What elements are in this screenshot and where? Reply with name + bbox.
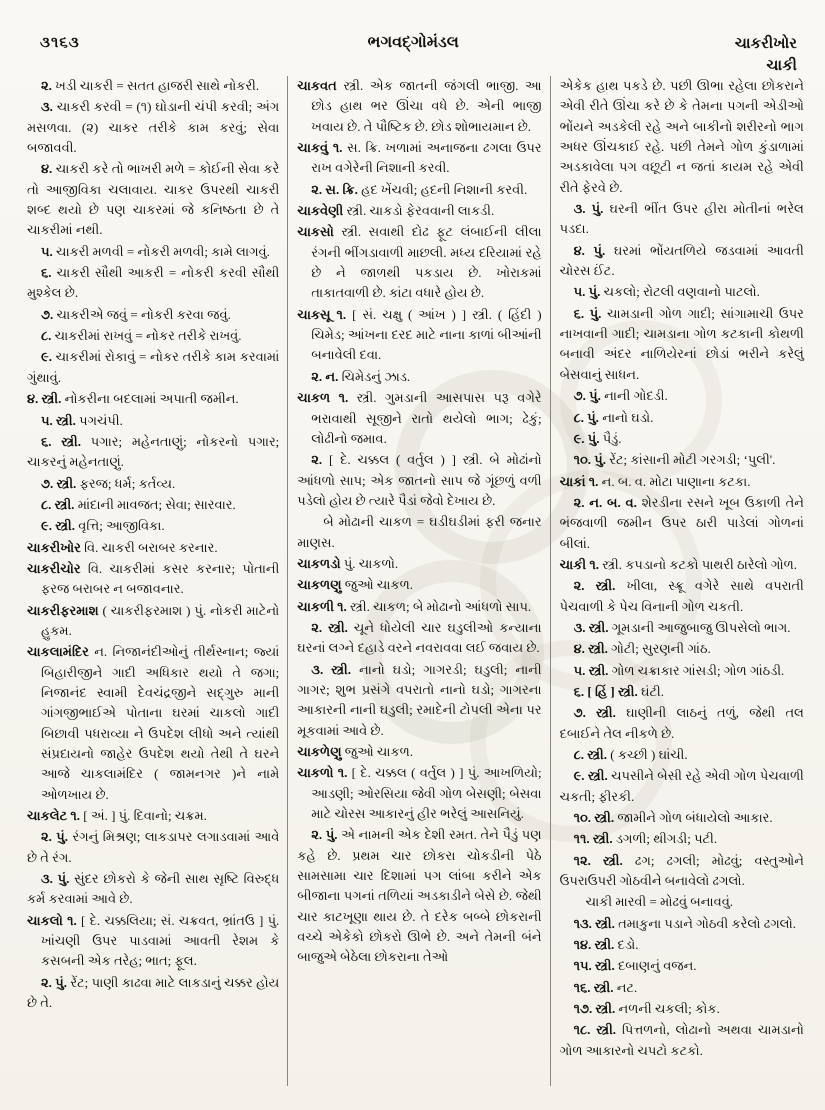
dictionary-paragraph: ૧૭. સ્ત્રી. નળની ચકલી; કોક. <box>573 1001 720 1017</box>
dictionary-paragraph: ૬. પું. ચામડાની ગોળ ગાદી; સાંગામાચી ઉપર નાખવાની ગાદી; ચામડાના ગોળ કટકાની કોથળી બનાવી અંદર નાળિયેરનાં છોડાં ભરીને કરેલું બેસવાનું સાધન. <box>559 305 804 382</box>
entry-headword: ચાકળ ૧. <box>297 390 357 406</box>
entry-headword: ૬. સ્ત્રી. <box>41 433 91 449</box>
dictionary-paragraph: ચાકરીફરમાશ ( ચાકરીફરમાશ ) પું. નોકરી માટેનો હુકમ. <box>27 602 280 638</box>
entry-headword: ૨. <box>41 78 56 93</box>
dictionary-paragraph: બે મોઢાની ચાકળ = ઘડીઘડીમાં ફરી જનાર માણસ. <box>297 514 542 550</box>
dictionary-paragraph: ૧૧. સ્ત્રી. ડગળી; થીગડી; પટી. <box>573 831 718 847</box>
dictionary-paragraph: ૮. સ્ત્રી. માંદાની માવજત; સેવા; સારવાર. <box>41 496 236 512</box>
dictionary-paragraph: ૧૬. સ્ત્રી. નટ. <box>573 979 638 995</box>
dictionary-paragraph: ચાકવત સ્ત્રી. એક જાતની જંગલી ભાજી. આ છોડ હાથ ભર ઊંચા વધે છે. એની ભાજી ખવાય છે. તે પૌષ્ટિક છે. છોડ શોભાયમાન છે. <box>297 78 542 134</box>
dictionary-paragraph: ૩. ચાકરી કરવી = (૧) ઘોડાની ચંપી કરવી; અંગ મસળવા. (૨) ચાકર તરીકે કામ કરવું; સેવા બજાવવી. <box>27 99 280 156</box>
entry-headword: ચાકરીચોર <box>27 560 88 576</box>
dictionary-paragraph: ૧૫. સ્ત્રી. દબાણનું વજન. <box>573 958 697 974</box>
entry-headword: ૨. સ. ક્રિ. <box>311 181 362 197</box>
entry-headword: ચાકળડો <box>297 555 344 571</box>
guide-word-bottom: ચાકી <box>766 57 797 74</box>
dictionary-paragraph: ચાકલેટ ૧. [ અં. ] પું. દિવાનો; ચક્રમ. <box>27 808 207 824</box>
entry-headword: ચાકળણુ <box>297 577 345 593</box>
dictionary-paragraph: ૫. ચાકરી મળવી = નોકરી મળવી; કામે લાગવું. <box>41 243 270 259</box>
entry-headword: ચાકલેટ ૧. <box>27 808 84 824</box>
dictionary-paragraph: ૭. ચાકરીએ જવું = નોકરી કરવા જવું. <box>41 306 231 322</box>
entry-headword: ૨. ન. બ. વ. <box>573 494 642 510</box>
entry-headword: ૩. સ્ત્રી. <box>311 661 359 677</box>
dictionary-paragraph: ચાકળી ૧. સ્ત્રી. ચાકળ; બે મોઢાનો આંધળો સાપ. <box>297 598 532 614</box>
dictionary-paragraph: ચાકસૂ ૧. [ સં. ચક્ષુ ( આંખ ) ] સ્ત્રી. ( હિંદી ) ચિમેડ; આંખના દરદ માટે નાના કાળાં બીઆંની બનાવેલી દવા. <box>297 306 542 363</box>
entry-headword: ૨. સ્ત્રી. <box>311 619 354 635</box>
entry-headword: ૪. <box>41 161 56 177</box>
dictionary-paragraph: ૨. ખડી ચાકરી = સતત હાજરી સાથે નોકરી. <box>41 78 260 93</box>
entry-headword: ૭. સ્ત્રી. <box>573 705 627 721</box>
entry-headword: ૨. સ્ત્રી. <box>573 578 627 594</box>
entry-headword: ૪. સ્ત્રી. <box>573 641 612 657</box>
entry-headword: ૯. <box>41 349 56 365</box>
entry-headword: ૮. સ્ત્રી. <box>573 747 611 762</box>
entry-headword: ૮. સ્ત્રી. <box>41 496 78 512</box>
dictionary-paragraph: એકેક હાથ પકડે છે. પછી ઊભા રહેલા છોકરાને એવી રીતે ઊંચા કરે છે કે તેમના પગની એડીઓ ભોંયને અડકેલી રહે અને બાકીનો શરીરનો ભાગ અધર ઊંચકાઈ રહે. પછી તેમને ગોળ કુંડાળામાં અડકાવેલા પગ વછૂટી ન જતાં કાયમ રહે એવી રીતે ફેરવે છે. <box>559 78 804 195</box>
dictionary-paragraph: ૨. પું. રેંટ; પાણી કાઢવા માટે લાકડાનું ચક્કર હોય છે તે. <box>27 974 280 1011</box>
dictionary-paragraph: ૪. પું. ઘરમાં ભોંયતળિયે જડવામાં આવતી ચોરસ ઈંટ. <box>559 242 804 279</box>
entry-headword: ૨. પું. <box>41 974 71 990</box>
dictionary-paragraph: ચાકળણુ જુઓ ચાકળ. <box>297 577 414 593</box>
dictionary-paragraph: ૨. સ્ત્રી. ખીલા, સ્ક્રૂ વગેરે સાથે વપરાતી પેચવાળી કે પેચ વિનાની ગોળ ચકતી. <box>559 578 804 614</box>
book-title: ભગવદ્ગોમંડલ <box>367 34 459 51</box>
entry-headword: ૩. પું. <box>573 201 610 217</box>
dictionary-paragraph: ૨. ન. બ. વ. શેરડીના રસને ખૂબ ઉકાળી તેને ભંજવાળી જમીન ઉપર ઠારી પાડેલાં ગોળનાં બીલાં. <box>559 494 804 551</box>
entry-headword: ૯. પું. <box>573 430 603 446</box>
dictionary-paragraph: ૯. સ્ત્રી. વૃત્તિ; આજીવિકા. <box>41 518 165 534</box>
entry-headword: ૧૭. સ્ત્રી. <box>573 1001 619 1017</box>
entry-headword: ચાકસૂ ૧. <box>297 306 353 322</box>
dictionary-paragraph: ચાકસો સ્ત્રી. સવાથી દોઢ ફૂટ લંબાઈની લીલા રંગની ભીંગડાવાળી માછલી. મધ્ય દરિયામાં રહે છે ને જાળથી પકડાય છે. ખોરાકમાં તાકાતવાળી છે. કાંટા વધારે હોય છે. <box>297 224 542 301</box>
dictionary-paragraph: ૩. સ્ત્રી. ગૂમડાની આજુબાજુ ઊપસેલો ભાગ. <box>573 619 791 635</box>
entry-headword: ૧૧. સ્ત્રી. <box>573 831 616 847</box>
entry-headword: ૭. સ્ત્રી. <box>41 475 80 491</box>
entry-headword: ચાકવું ૧. <box>297 140 348 156</box>
entry-headword: ચાકળેણુ <box>297 744 345 759</box>
entry-headword: ૬. [ હિં ] સ્ત્રી. <box>573 683 641 699</box>
page-number: ૩૧૬૩ <box>40 35 80 51</box>
dictionary-paragraph: ચાકરીચોર વિ. ચાકરીમાં કસર કરનાર; પોતાની ફરજ બરાબર ન બજાવનાર. <box>27 560 280 597</box>
dictionary-columns <box>25 76 812 1086</box>
entry-headword: ૨. <box>311 452 329 468</box>
entry-headword: ૩. <box>41 99 57 115</box>
dictionary-paragraph: ૫. સ્ત્રી. પગચંપી. <box>41 412 123 428</box>
entry-headword: ચાકાં ૧. <box>559 473 602 489</box>
column-2 <box>287 76 549 1086</box>
dictionary-paragraph: ૪. સ્ત્રી. નોકરીના બદલામાં અપાતી જમીન. <box>27 391 239 407</box>
entry-headword: ૧૫. સ્ત્રી. <box>573 958 619 974</box>
dictionary-paragraph: ૫. સ્ત્રી. ગોળ ચક્રાકાર ગાંસડી; ગોળ ગાંઠડી. <box>573 662 785 678</box>
dictionary-paragraph: ચાકળો ૧. [ દે. ચક્કલ ( વર્તુલ ) ] પું. આખળિયો; આડણી; ઓરસિયા જેવી ગોળ બેસણી; બેસવા માટે ચોરસ આકારનું હીર ભરેલું આસનિયું. <box>297 765 542 822</box>
column-3 <box>550 76 812 1086</box>
dictionary-paragraph: ૮. ચાકરીમાં રાખવું = નોકર તરીકે રાખવું. <box>41 328 242 344</box>
entry-headword: ૧૦. પું. <box>573 452 610 468</box>
entry-headword: ચાકળો ૧. <box>297 765 352 781</box>
dictionary-paragraph: ૩. સ્ત્રી. નાનો ઘડો; ગાગરડી; ઘડુલી; નાની ગાગર; શુભ પ્રસંગે વપરાતો નાનો ઘડો; ગાગરના આકારની નાની ઘડુલી; રમાદેની ટોપલી એના પર મૂકવામાં આવે છે. <box>297 661 542 738</box>
entry-headword: ૧૩. સ્ત્રી. <box>573 915 619 931</box>
dictionary-paragraph: ૯. સ્ત્રી. ચપસીને બેસી રહે એવી ગોળ પેચવાળી ચકતી; ફીરકી. <box>559 768 804 804</box>
dictionary-paragraph: ૬. [ હિં ] સ્ત્રી. ઘંટી. <box>573 683 665 699</box>
dictionary-paragraph: ચાકી ૧. સ્ત્રી. કપડાનો કટકો પાથરી ઠારેલો ગોળ. <box>559 556 797 572</box>
dictionary-paragraph: ૨. સ્ત્રી. ચૂને ધોયેલી ચાર ઘડુલીઓ કન્યાના ઘરનાં લગ્ને દહાડે વરને નવરાવવા લઈ જવાય છે. <box>297 619 542 656</box>
dictionary-paragraph: ૧૪. સ્ત્રી. દડો. <box>573 937 639 953</box>
entry-headword: ૫. સ્ત્રી. <box>41 412 80 428</box>
entry-headword: ૧૮. સ્ત્રી. <box>573 1022 622 1038</box>
dictionary-paragraph: ૨. [ દે. ચક્કલ ( વર્તુલ ) ] સ્ત્રી. બે મોઢાંનો આંધળો સાપ; એક જાતનો સાપ જે ગૂંછળું વળી પડેલો હોય છે ત્યારે પૈડાં જેવો દેખાય છે. <box>297 452 542 508</box>
dictionary-paragraph: ૫. પું. ચકલો; રોટલી વણવાનો પાટલો. <box>573 284 760 300</box>
entry-headword: ૭. <box>41 306 57 322</box>
dictionary-paragraph: ૮. સ્ત્રી. ( કચ્છી ) ઘાંચી. <box>573 747 688 762</box>
entry-headword: ૫. પું. <box>573 284 604 300</box>
dictionary-paragraph: ૩. પું. ઘરની ભીંત ઉપર હીરા મોતીનાં ભરેલ પડદા. <box>559 201 804 237</box>
dictionary-paragraph: ૯. ચાકરીમાં રોકાવું = નોકર તરીકે કામ કરવામાં ગુંથાવું. <box>27 349 280 385</box>
dictionary-paragraph: ૯. પું. પૈડું. <box>573 430 622 446</box>
dictionary-paragraph: ૭. સ્ત્રી. ઘાણીની લાઠનું તળું, જેથી તલ દબાઈને તેલ નીકળે છે. <box>559 705 804 741</box>
entry-headword: ૯. સ્ત્રી. <box>573 768 612 784</box>
dictionary-paragraph: ચાકી મારવી = મોઢવું બનાવવું. <box>585 894 734 910</box>
dictionary-paragraph: ૧૩. સ્ત્રી. તમાકુના પડાને ગોઠવી કરેલો ઢગલો. <box>573 915 797 931</box>
entry-headword: ચાકવત <box>297 78 344 93</box>
entry-headword: ચાકલામંદિર <box>27 644 95 660</box>
entry-headword: ૧૬. સ્ત્રી. <box>573 979 617 995</box>
dictionary-paragraph: ૧૦. પું. રેંટ; કાંસાની મોટી ગરગડી; ‘પુલી'. <box>573 452 776 468</box>
dictionary-paragraph: ૨. સ. ક્રિ. હદ ખેંચવી; હદની નિશાની કરવી. <box>311 181 528 197</box>
entry-headword: ૧૦. સ્ત્રી. <box>573 810 618 826</box>
entry-headword: ૬. <box>41 265 57 281</box>
entry-headword: ચાકરીફરમાશ <box>27 602 103 618</box>
entry-headword: ૩. સ્ત્રી. <box>573 619 612 635</box>
entry-headword: ૧૪. સ્ત્રી. <box>573 937 618 953</box>
entry-headword: ૪. પું. <box>573 242 614 258</box>
entry-headword: ૭. પું. <box>573 388 605 404</box>
dictionary-paragraph: ૨. ન. ચિમેડનું ઝાડ. <box>311 368 411 384</box>
entry-headword: ૫. <box>41 243 57 259</box>
entry-headword: ૪. સ્ત્રી. <box>27 391 65 407</box>
entry-headword: ૬. પું. <box>573 305 608 321</box>
dictionary-paragraph: ૮. પું. નાનો ઘડો. <box>573 409 654 425</box>
entry-headword: ચાકસો <box>297 224 342 240</box>
entry-headword: ૫. સ્ત્રી. <box>573 662 612 678</box>
entry-headword: ચાકી ૧. <box>559 556 603 572</box>
entry-headword: ચાકવેણી <box>297 203 347 219</box>
dictionary-paragraph: ૧૨. સ્ત્રી. ઢગ; ઢગલી; મોઢવું; વસ્તુઓને ઉપરાઉપરી ગોઠવીને બનાવેલો ઢગલો. <box>559 852 804 889</box>
dictionary-paragraph: ચાકલો ૧. [ દે. ચક્કલિયા; સં. ચક્રવત, ભ્રાંતઉ ] પું. ખાંચણી ઉપર પાડવામાં આવતી રેશમ કે કસબની એક તરેહ; ભાત; ફૂલ. <box>27 912 280 969</box>
column-1 <box>25 76 287 1086</box>
dictionary-paragraph: ચાકાં ૧. ન. બ. વ. મોટા પાણાના કટકા. <box>559 473 751 489</box>
entry-headword: ચાકળી ૧. <box>297 598 351 614</box>
dictionary-paragraph: ૬. સ્ત્રી. પગાર; મહેનતાણું; નોકરનો પગાર; ચાકરનું મહેનતાણું. <box>27 433 280 470</box>
guide-words <box>735 34 797 78</box>
guide-word-top: ચાકરીખોર <box>734 36 797 52</box>
entry-headword: ૮. પું. <box>573 409 603 425</box>
dictionary-paragraph: ચાકવું ૧. સ. ક્રિ. ખળામાં અનાજના ઢગલા ઉપર રાખ વગેરેની નિશાની કરવી. <box>297 140 542 176</box>
dictionary-paragraph: ૬. ચાકરી સૌથી આકરી = નોકરી કરવી સૌથી મુશ્કેલ છે. <box>27 265 280 301</box>
entry-headword: ૩. પું. <box>41 871 75 887</box>
entry-headword: ૯. સ્ત્રી. <box>41 518 79 534</box>
dictionary-paragraph: ૧૦. સ્ત્રી. જામીને ગોળ બંધાયેલો આકાર. <box>573 810 773 826</box>
dictionary-paragraph: ચાકરીખોર વિ. ચાકરી બરાબર કરનાર. <box>27 539 218 555</box>
dictionary-paragraph: ૨. પું. રંગનું મિશ્રણ; લાકડાપર લગાડવામાં આવે છે તે રંગ. <box>27 829 280 865</box>
dictionary-paragraph: ૧૮. સ્ત્રી. પિત્તળનો, લોઢાનો અથવા ચામડાનો ગોળ આકારનો ચપટો કટકો. <box>559 1022 804 1058</box>
dictionary-paragraph: ૩. પું. સુંદર છોકરો કે જેની સાથ સૃષ્ટિ વિરુદ્ધ કર્મ કરવામાં આવે છે. <box>27 871 280 907</box>
entry-headword: ૨. ન. <box>311 368 342 384</box>
dictionary-paragraph: ૭. સ્ત્રી. ફરજ; ધર્મ; કર્તવ્ય. <box>41 475 176 491</box>
dictionary-paragraph: ૪. સ્ત્રી. ગોટી; સુરણની ગાંઠ. <box>573 641 711 657</box>
entry-headword: ૧૨. સ્ત્રી. <box>573 852 635 868</box>
dictionary-paragraph: ચાકળડો પું. ચાકળો. <box>297 555 399 571</box>
running-head <box>40 34 797 78</box>
dictionary-paragraph: ૭. પું. નાની ગોદડી. <box>573 388 668 404</box>
dictionary-paragraph: ૪. ચાકરી કરે તો ભાખરી મળે = કોઈની સેવા કરે તો આજીવિકા ચલાવાય. ચાકર ઉપરથી ચાકરી શબ્દ થયો છે પણ ચાકરમાં જે કનિષ્ઠતા છે તે ચાકરીમાં નથી. <box>27 161 280 238</box>
dictionary-paragraph: ૨. પું. એ નામની એક દેશી રમત. તેને પૈડું પણ કહે છે. પ્રથમ ચાર છોકરા ચોકડીની પેઠે સામસામા ચાર દિશામાં પગ લાંબા કરીને એક બીજાના પગનાં તળિયાં અડકાડીને બેસે છે. જેથી ચાર કાટખૂણા થાય છે. તે દરેક બબ્બે છોકરાની વચ્ચે એકેકો છોકરો ઊભે છે. અને તેમની બંને બાજુએ બેઠેલા છોકરાના તેઓ <box>297 827 542 965</box>
entry-headword: ૨. પું. <box>41 829 73 845</box>
entry-headword: ચાકરીખોર <box>27 539 85 555</box>
entry-headword: ૨. પું. <box>311 827 342 843</box>
dictionary-paragraph: ચાકલામંદિર ન. નિજાનંદીઓનું તીર્થસ્નાન; જ્યાં બિહારીજીને ગાદી અધિકાર થયો તે જગા; નિજાનંદ સ્વામી દેવચંદ્રજીને સદ્‌ગુરુ માની ગાંગજીભાઈએ પોતાના ઘરમાં ચાકલો ગાદી બિછાવી પધરાવ્યા ને ઉપદેશ લીધો અને ત્યાંથી સંપ્રદાયનો જાહેર ઉપદેશ થયો તેથી તે ઘરને આજે ચાકલામંદિર ( જામનગર )ને નામે ઓળખાય છે. <box>27 644 280 802</box>
dictionary-paragraph: ચાકળ ૧. સ્ત્રી. ગુમડાની આસપાસ પરૂ વગેરે ભરાવાથી સૂજીને રાતો થયેલો ભાગ; ઢેકું; લોઢીનો જમાવ. <box>297 390 542 446</box>
dictionary-paragraph: ચાકવેણી સ્ત્રી. ચાકડો ફેરવવાની લાકડી. <box>297 203 495 219</box>
dictionary-paragraph: ચાકળેણુ જુઓ ચાકળ. <box>297 744 414 759</box>
entry-headword: ચાકલો ૧. <box>27 912 82 928</box>
entry-headword: ૮. <box>41 328 55 344</box>
